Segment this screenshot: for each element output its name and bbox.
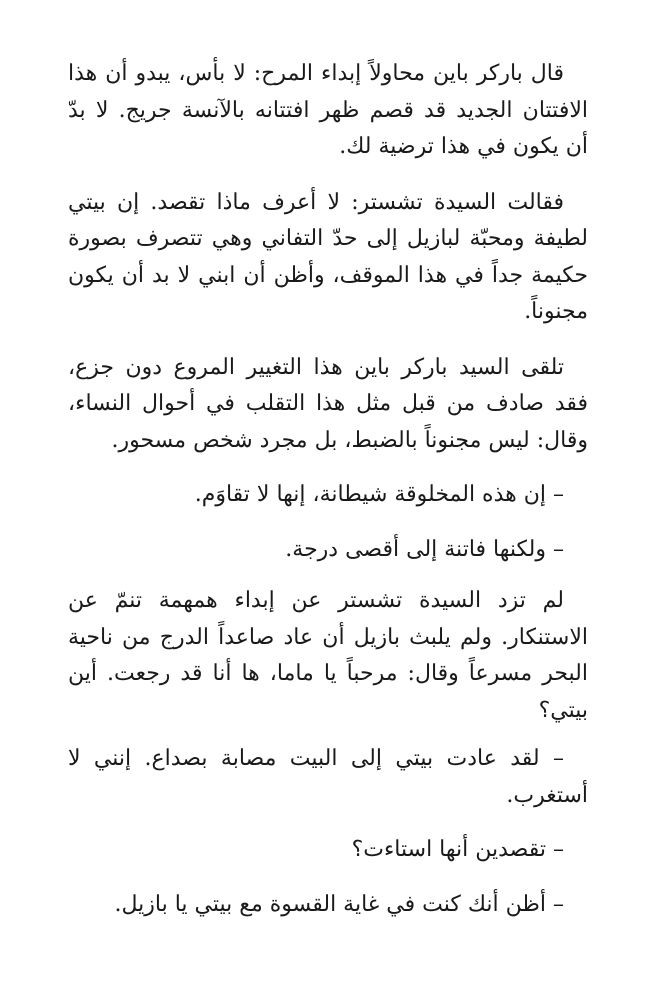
dialogue-line-charming: – ولكنها فاتنة إلى أقصى درجة.	[285, 536, 564, 562]
dialogue-line-upset: – تقصدين أنها استاءت؟	[351, 837, 564, 862]
dialogue-line-cruel: – أظن أنك كنت في غاية القسوة مع بيتي يا بازيل.	[114, 891, 564, 917]
paragraph-mrs-chester-reply: فقالت السيدة تشستر: لا أعرف ماذا تقصد. إن بيتي لطيفة ومحبّة لبازيل إلى حدّ التفاني وهي تتصرف بصورة حكيمة جداً في هذا الموقف، وأظن أن ابني لا بد أن يكون مجنوناً.	[68, 189, 588, 324]
dialogue-line-headache: – لقد عادت بيتي إلى البيت مصابة بصداع. إنني لا أستغرب.	[68, 746, 588, 808]
book-page	[68, 56, 588, 923]
paragraph-parker-pyne-remark: قال باركر باين محاولاً إبداء المرح: لا بأس، يبدو أن هذا الافتتان الجديد قد قصم ظهر افتتانه بالآنسة جريج. لا بدّ أن يكون في هذا ترضية لك.	[68, 61, 588, 159]
paragraph-parker-pyne-bewitched: تلقى السيد باركر باين هذا التغيير المروع دون جزع، فقد صادف من قبل مثل هذا التقلب في أحوال النساء، وقال: ليس مجنوناً بالضبط، بل مجرد شخص مسحور.	[68, 354, 588, 453]
paragraph-basil-returns: لم تزد السيدة تشستر عن إبداء همهمة تنمّ عن الاستنكار. ولم يلبث بازيل أن عاد صاعداً الدرج من ناحية البحر مسرعاً وقال: مرحباً يا ماما، ها أنا قد رجعت. أين بيتي؟	[68, 588, 588, 723]
dialogue-line-devil: – إن هذه المخلوقة شيطانة، إنها لا تقاوَم.	[194, 482, 564, 507]
